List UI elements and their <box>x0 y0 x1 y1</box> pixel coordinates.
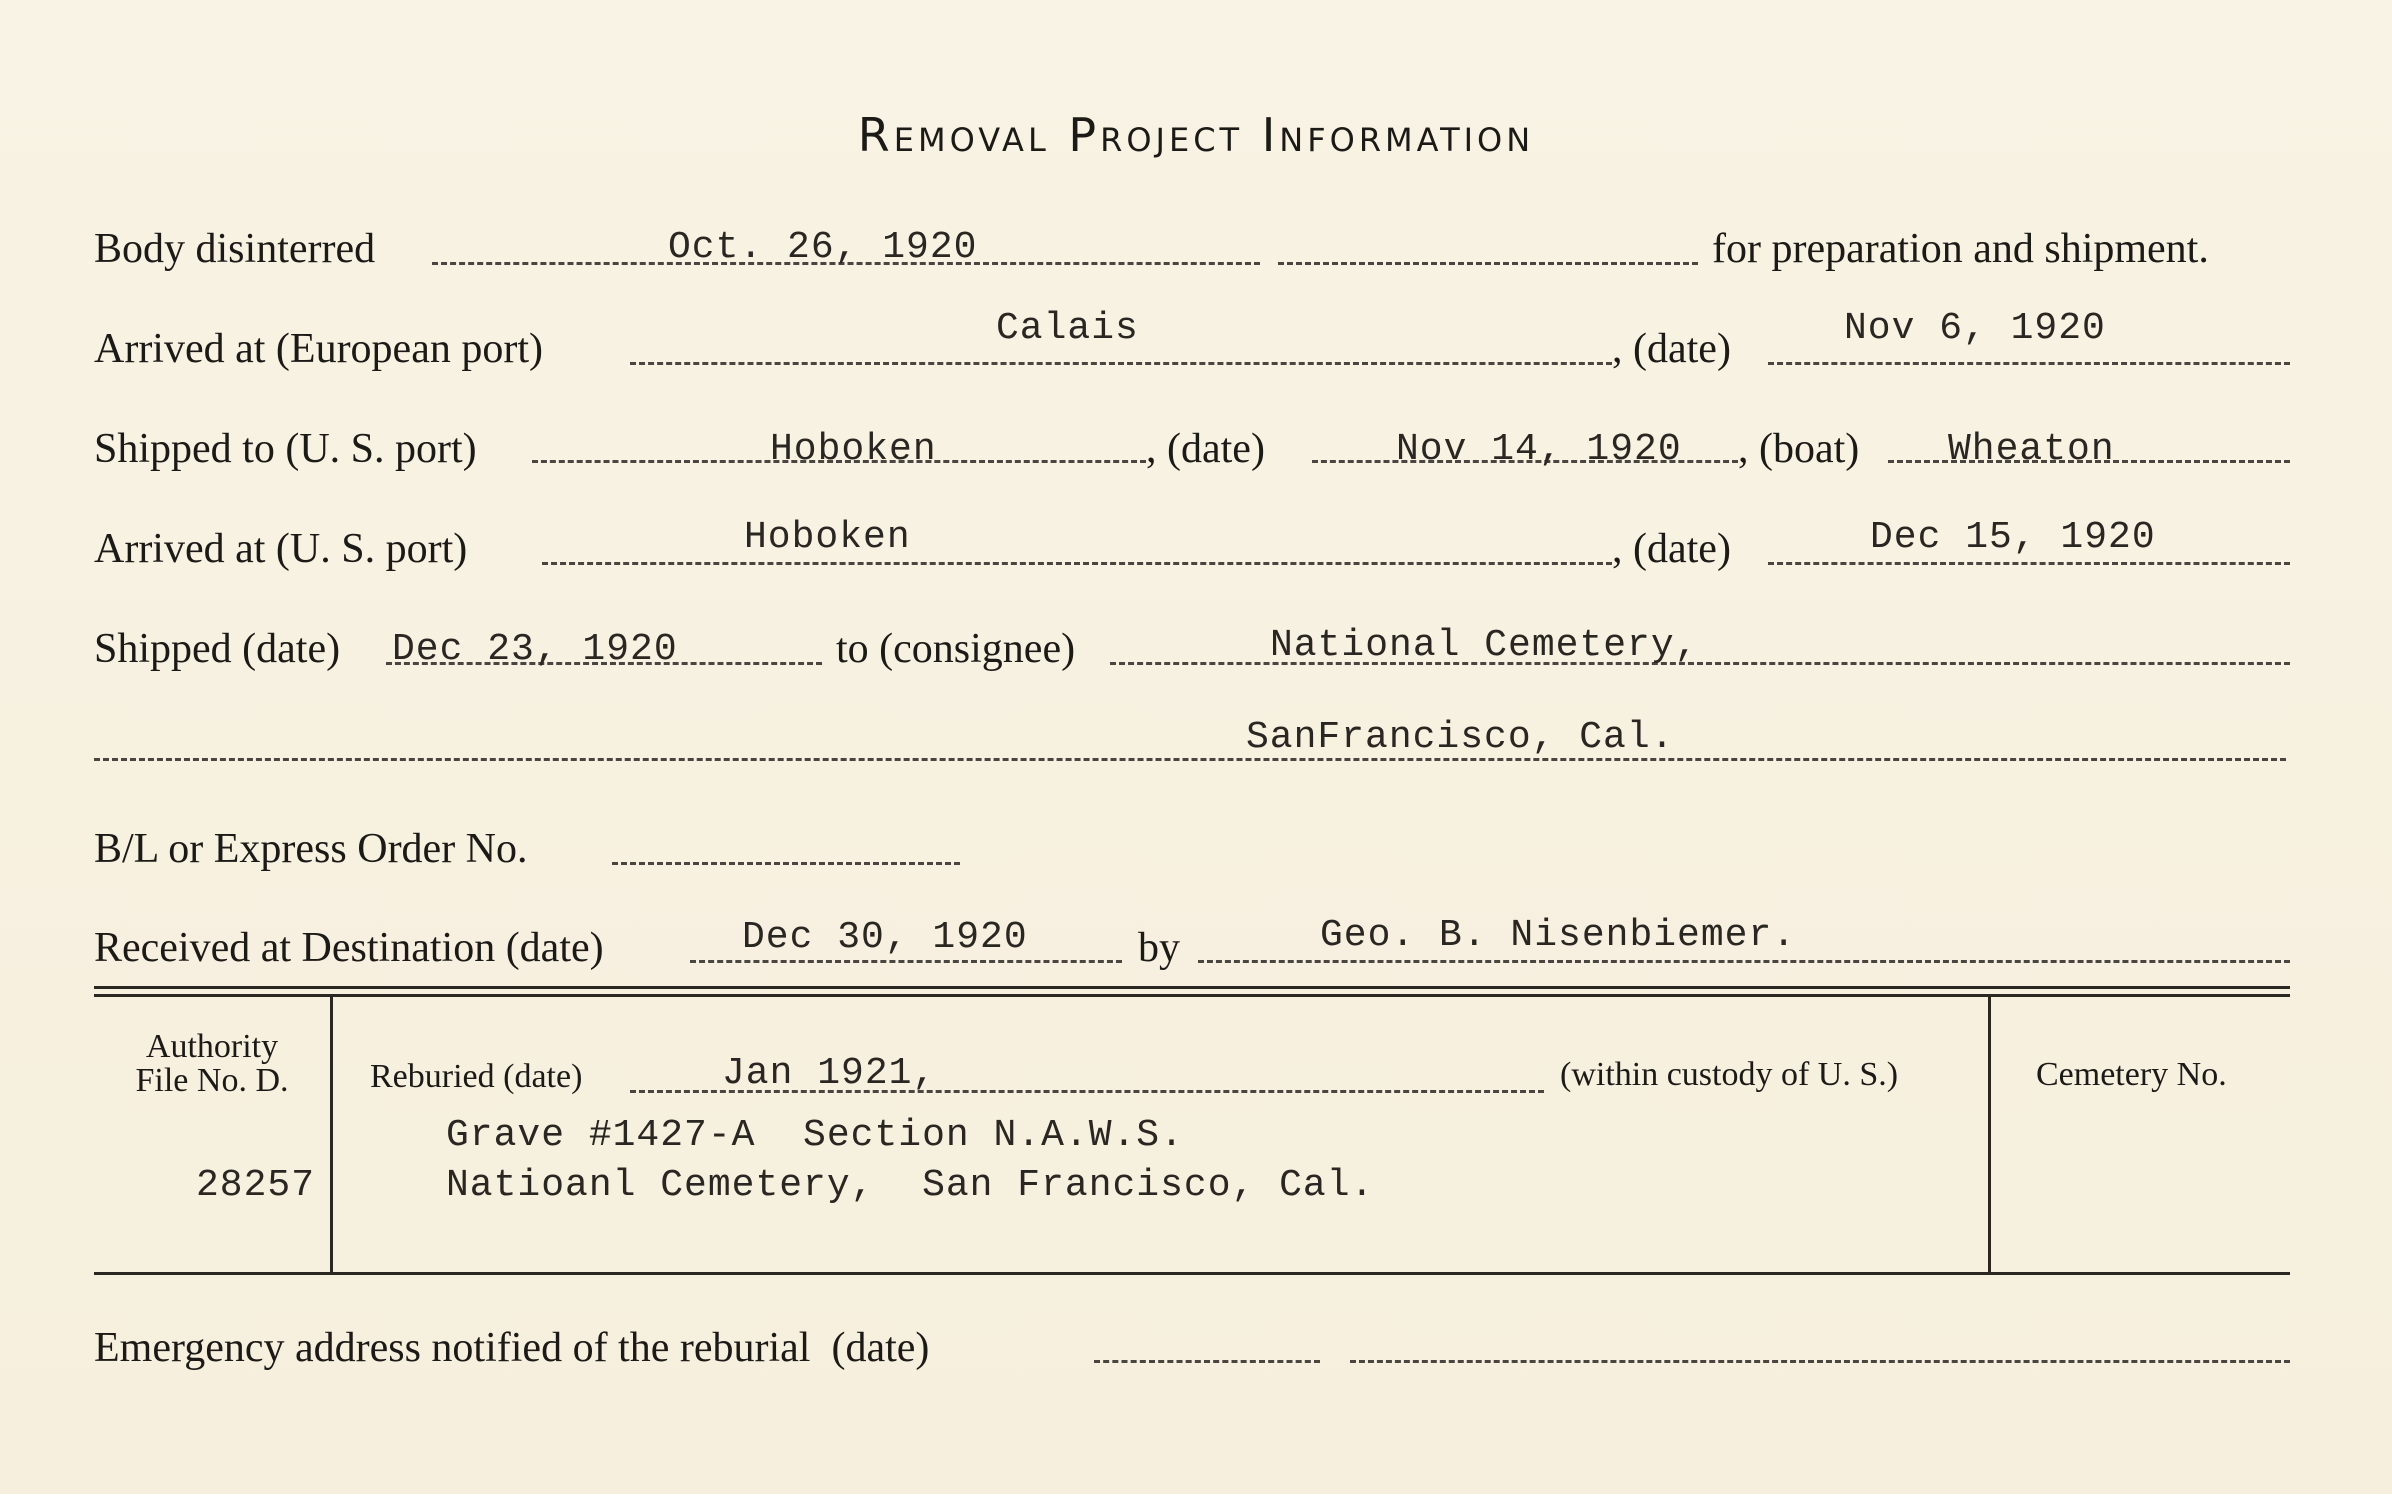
box-divider-right <box>1988 996 1991 1272</box>
reburied-value: Jan 1921, <box>722 1052 937 1095</box>
consignee-continuation-line <box>94 758 2286 761</box>
custody-label: (within custody of U. S.) <box>1560 1056 1899 1093</box>
arrived-european-line <box>630 362 1612 365</box>
received-destination-value: Dec 30, 1920 <box>742 916 1028 959</box>
emergency-line-1 <box>1094 1360 1320 1363</box>
received-destination-line <box>690 960 1122 963</box>
arrived-european-date-label: , (date) <box>1612 326 1731 372</box>
shipped-us-boat-label: , (boat) <box>1738 426 1860 472</box>
reburied-label: Reburied (date) <box>370 1058 583 1095</box>
shipped-us-label: Shipped to (U. S. port) <box>94 426 477 472</box>
arrived-us-date-value: Dec 15, 1920 <box>1870 516 2156 559</box>
arrived-european-label: Arrived at (European port) <box>94 326 543 372</box>
bl-order-line <box>612 862 960 865</box>
arrived-european-value: Calais <box>996 307 1139 350</box>
shipped-date-value: Dec 23, 1920 <box>392 628 678 671</box>
body-disinterred-value: Oct. 26, 1920 <box>668 226 978 269</box>
bl-order-label: B/L or Express Order No. <box>94 826 528 872</box>
box-divider-left <box>330 996 333 1272</box>
shipped-date-label: Shipped (date) <box>94 626 341 672</box>
box-bottom-rule <box>94 1272 2290 1275</box>
authority-label-1: Authority <box>145 1028 279 1065</box>
emergency-label: Emergency address notified of the reburial (date) <box>94 1325 930 1371</box>
authority-label-2: File No. D. <box>135 1062 289 1099</box>
consignee-label: to (consignee) <box>836 626 1076 672</box>
received-by-line <box>1198 960 2290 963</box>
received-by-label: by <box>1138 925 1180 971</box>
arrived-european-date-line <box>1768 362 2290 365</box>
card-title: Removal Project Information <box>857 108 1535 162</box>
authority-file-value: 28257 <box>196 1164 316 1207</box>
grave-section-line: Grave #1427-A Section N.A.W.S. <box>446 1114 1184 1157</box>
consignee-value-2: SanFrancisco, Cal. <box>1246 716 1675 759</box>
cemetery-address-line: Natioanl Cemetery, San Francisco, Cal. <box>446 1164 1375 1207</box>
emergency-line-2 <box>1350 1360 2290 1363</box>
consignee-value: National Cemetery, <box>1270 624 1699 667</box>
arrived-us-value: Hoboken <box>744 516 911 559</box>
arrived-us-label: Arrived at (U. S. port) <box>94 526 468 572</box>
arrived-european-date-value: Nov 6, 1920 <box>1844 307 2106 350</box>
box-top-rule-2 <box>94 994 2290 997</box>
arrived-us-date-label: , (date) <box>1612 526 1731 572</box>
received-destination-label: Received at Destination (date) <box>94 925 604 971</box>
box-top-rule-1 <box>94 986 2290 989</box>
shipped-us-date-value: Nov 14, 1920 <box>1396 428 1682 471</box>
body-disinterred-line-2 <box>1278 262 1698 265</box>
arrived-us-line <box>542 562 1612 565</box>
body-disinterred-label: Body disinterred <box>94 226 376 272</box>
shipped-us-boat-value: Wheaton <box>1948 428 2115 471</box>
shipped-us-value: Hoboken <box>770 428 937 471</box>
cemetery-no-label: Cemetery No. <box>2036 1056 2227 1093</box>
shipped-us-date-label: , (date) <box>1146 426 1265 472</box>
arrived-us-date-line <box>1768 562 2290 565</box>
received-by-value: Geo. B. Nisenbiemer. <box>1320 914 1797 957</box>
preparation-shipment-label: for preparation and shipment. <box>1712 226 2209 272</box>
